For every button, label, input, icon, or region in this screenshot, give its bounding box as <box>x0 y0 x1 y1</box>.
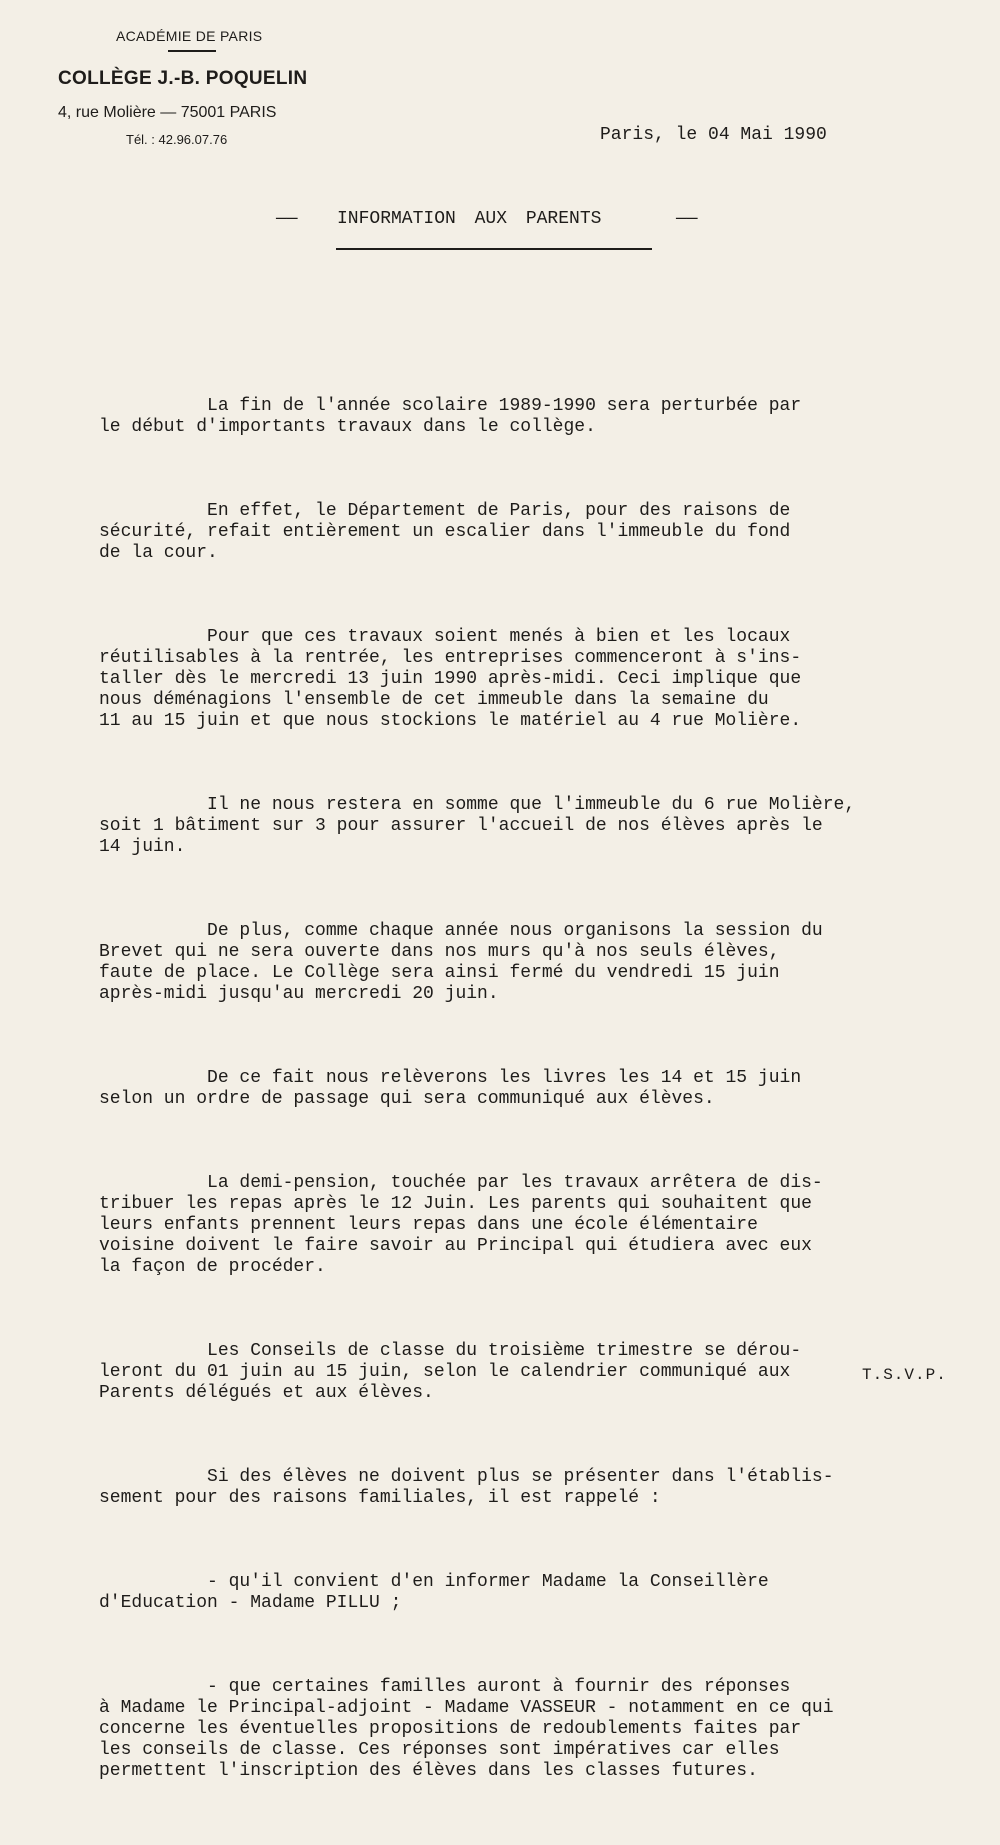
paragraph-conseils: Les Conseils de classe du troisième trimestre se dérou- leront du 01 juin au 15 juin, selon le calendrier communiqué aux Parents délégués et aux élèves. <box>99 1341 802 1403</box>
letter-date: Paris, le 04 Mai 1990 <box>600 125 827 145</box>
title-dashes-right: —— <box>676 209 698 229</box>
academie-label: ACADÉMIE DE PARIS <box>116 28 263 44</box>
paragraph-conseillere: - qu'il convient d'en informer Madame la Conseillère d'Education - Madame PILLU ; <box>99 1572 769 1613</box>
paragraph-travaux: Pour que ces travaux soient menés à bien et les locaux réutilisables à la rentrée, les entreprises commenceront à s'ins- taller dès le mercredi 13 juin 1990 après-midi. Ceci implique que nous déménagions l'ensemble de cet immeuble dans la semaine du 11 au 15 juin et que nous stockions le matériel au 4 rue Molière. <box>99 627 802 731</box>
academie-underline <box>168 50 216 52</box>
paragraph-escalier: En effet, le Département de Paris, pour des raisons de sécurité, refait entièrement un escalier dans l'immeuble du fond de la cour. <box>99 501 791 563</box>
title-dashes-left: —— <box>276 209 298 229</box>
title-underline <box>336 248 652 250</box>
paragraph-intro: La fin de l'année scolaire 1989-1990 sera perturbée par le début d'importants travaux dans le collège. <box>99 396 802 437</box>
paragraph-brevet: De plus, comme chaque année nous organisons la session du Brevet qui ne sera ouverte dans nos murs qu'à nos seuls élèves, faute de place. Le Collège sera ainsi fermé du vendredi 15 juin après-midi jusqu'au mercredi 20 juin. <box>99 921 823 1004</box>
tsvp-footer: T.S.V.P. <box>862 1366 947 1384</box>
page-title: INFORMATION AUX PARENTS <box>337 209 602 229</box>
paragraph-eleves: Si des élèves ne doivent plus se présenter dans l'établis- sement pour des raisons familiales, il est rappelé : <box>99 1467 834 1508</box>
paragraph-livres: De ce fait nous relèverons les livres les 14 et 15 juin selon un ordre de passage qui sera communiqué aux élèves. <box>99 1068 802 1109</box>
college-name: COLLÈGE J.-B. POQUELIN <box>58 68 308 89</box>
paragraph-principal-adjoint: - que certaines familles auront à fournir des réponses à Madame le Principal-adjoint - Madame VASSEUR - notamment en ce qui concerne les éventuelles propositions de redoublements faites par les conseils de classe. Ces réponses sont impératives car elles permettent l'inscription des élèves dans les classes futures. <box>99 1677 834 1781</box>
paragraph-batiment: Il ne nous restera en somme que l'immeuble du 6 rue Molière, soit 1 bâtiment sur 3 pour assurer l'accueil de nos élèves après le 14 juin. <box>99 795 856 857</box>
college-telephone: Tél. : 42.96.07.76 <box>126 132 228 147</box>
letter-body <box>99 354 989 1845</box>
college-address: 4, rue Molière — 75001 PARIS <box>58 104 277 121</box>
paragraph-demi-pension: La demi-pension, touchée par les travaux arrêtera de dis- tribuer les repas après le 12 Juin. Les parents qui souhaitent que leurs enfants prennent leurs repas dans une école élémentaire voisine doivent le faire savoir au Principal qui étudiera avec eux la façon de procéder. <box>99 1173 823 1277</box>
